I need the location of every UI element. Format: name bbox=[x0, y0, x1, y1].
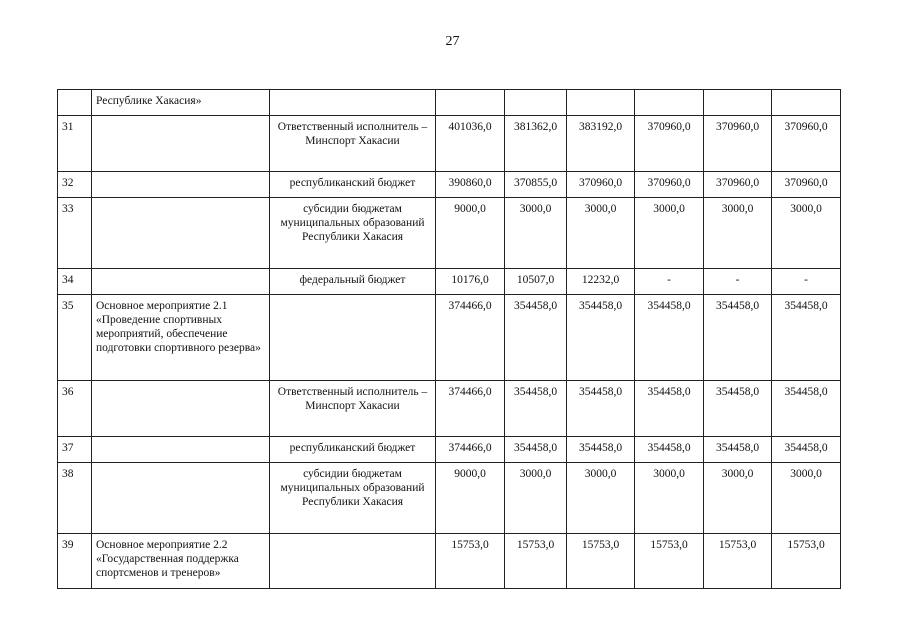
value-cell: 390860,0 bbox=[436, 172, 505, 198]
value-cell: 383192,0 bbox=[567, 116, 635, 172]
value-cell: 3000,0 bbox=[505, 198, 567, 269]
value-cell: 15753,0 bbox=[635, 534, 704, 589]
value-cell: 354458,0 bbox=[505, 295, 567, 381]
value-cell: 354458,0 bbox=[505, 437, 567, 463]
value-cell: 354458,0 bbox=[772, 295, 841, 381]
measure-name-cell: Основное мероприятие 2.1 «Проведение спортивных мероприятий, обеспечение подготовки спортивного резерва» bbox=[92, 295, 270, 381]
row-number-cell: 32 bbox=[58, 172, 92, 198]
value-cell: 354458,0 bbox=[772, 381, 841, 437]
value-cell: 354458,0 bbox=[635, 381, 704, 437]
table-row bbox=[58, 269, 841, 295]
value-cell: 354458,0 bbox=[635, 295, 704, 381]
measure-name-cell bbox=[92, 269, 270, 295]
table-row bbox=[58, 463, 841, 534]
value-cell: 3000,0 bbox=[567, 198, 635, 269]
value-cell: 370960,0 bbox=[704, 172, 772, 198]
value-cell: 370960,0 bbox=[567, 172, 635, 198]
measure-name-cell bbox=[92, 116, 270, 172]
value-cell: 354458,0 bbox=[704, 437, 772, 463]
funding-source-cell bbox=[270, 90, 436, 116]
table-row bbox=[58, 295, 841, 381]
value-cell: 15753,0 bbox=[772, 534, 841, 589]
value-cell: 10176,0 bbox=[436, 269, 505, 295]
row-number-cell: 33 bbox=[58, 198, 92, 269]
value-cell bbox=[635, 90, 704, 116]
value-cell: 354458,0 bbox=[635, 437, 704, 463]
value-cell: 370960,0 bbox=[772, 116, 841, 172]
value-cell: 374466,0 bbox=[436, 295, 505, 381]
funding-source-cell: федеральный бюджет bbox=[270, 269, 436, 295]
measure-name-cell: Основное мероприятие 2.2 «Государственная поддержка спортсменов и тренеров» bbox=[92, 534, 270, 589]
row-number-cell: 31 bbox=[58, 116, 92, 172]
table-row bbox=[58, 90, 841, 116]
value-cell: 15753,0 bbox=[704, 534, 772, 589]
funding-source-cell: республиканский бюджет bbox=[270, 437, 436, 463]
funding-source-cell: Ответственный исполнитель – Минспорт Хакасии bbox=[270, 116, 436, 172]
value-cell bbox=[772, 90, 841, 116]
row-number-cell: 34 bbox=[58, 269, 92, 295]
value-cell: 401036,0 bbox=[436, 116, 505, 172]
value-cell: 354458,0 bbox=[772, 437, 841, 463]
value-cell: 10507,0 bbox=[505, 269, 567, 295]
value-cell: 354458,0 bbox=[567, 295, 635, 381]
value-cell: 3000,0 bbox=[772, 198, 841, 269]
value-cell: 3000,0 bbox=[567, 463, 635, 534]
value-cell: 3000,0 bbox=[772, 463, 841, 534]
value-cell: 370960,0 bbox=[772, 172, 841, 198]
value-cell: 354458,0 bbox=[704, 295, 772, 381]
value-cell: 370960,0 bbox=[635, 172, 704, 198]
funding-source-cell: субсидии бюджетам муниципальных образований Республики Хакасия bbox=[270, 463, 436, 534]
funding-source-cell: Ответственный исполнитель – Минспорт Хакасии bbox=[270, 381, 436, 437]
table-row bbox=[58, 534, 841, 589]
measure-name-cell: Республике Хакасия» bbox=[92, 90, 270, 116]
budget-table bbox=[57, 89, 841, 589]
value-cell: 354458,0 bbox=[567, 381, 635, 437]
measure-name-cell bbox=[92, 172, 270, 198]
row-number-cell bbox=[58, 90, 92, 116]
row-number-cell: 36 bbox=[58, 381, 92, 437]
value-cell bbox=[505, 90, 567, 116]
value-cell: 374466,0 bbox=[436, 437, 505, 463]
value-cell: 354458,0 bbox=[505, 381, 567, 437]
measure-name-cell bbox=[92, 437, 270, 463]
value-cell: 15753,0 bbox=[505, 534, 567, 589]
value-cell: - bbox=[704, 269, 772, 295]
value-cell: 3000,0 bbox=[635, 463, 704, 534]
table-row bbox=[58, 198, 841, 269]
value-cell: 381362,0 bbox=[505, 116, 567, 172]
row-number-cell: 35 bbox=[58, 295, 92, 381]
value-cell: 370960,0 bbox=[704, 116, 772, 172]
value-cell bbox=[567, 90, 635, 116]
value-cell bbox=[436, 90, 505, 116]
value-cell: 354458,0 bbox=[704, 381, 772, 437]
value-cell: 370855,0 bbox=[505, 172, 567, 198]
measure-name-cell bbox=[92, 463, 270, 534]
value-cell: 3000,0 bbox=[635, 198, 704, 269]
value-cell: 15753,0 bbox=[436, 534, 505, 589]
measure-name-cell bbox=[92, 381, 270, 437]
table-row bbox=[58, 172, 841, 198]
value-cell: 354458,0 bbox=[567, 437, 635, 463]
table-row bbox=[58, 437, 841, 463]
funding-source-cell bbox=[270, 295, 436, 381]
row-number-cell: 37 bbox=[58, 437, 92, 463]
value-cell: 15753,0 bbox=[567, 534, 635, 589]
value-cell: 3000,0 bbox=[505, 463, 567, 534]
value-cell: 3000,0 bbox=[704, 198, 772, 269]
value-cell: 9000,0 bbox=[436, 463, 505, 534]
value-cell: 9000,0 bbox=[436, 198, 505, 269]
value-cell: 374466,0 bbox=[436, 381, 505, 437]
table-row bbox=[58, 116, 841, 172]
measure-name-cell bbox=[92, 198, 270, 269]
table-row bbox=[58, 381, 841, 437]
value-cell: 12232,0 bbox=[567, 269, 635, 295]
funding-source-cell: республиканский бюджет bbox=[270, 172, 436, 198]
row-number-cell: 38 bbox=[58, 463, 92, 534]
row-number-cell: 39 bbox=[58, 534, 92, 589]
page-number: 27 bbox=[445, 34, 460, 49]
value-cell: - bbox=[635, 269, 704, 295]
funding-source-cell bbox=[270, 534, 436, 589]
value-cell: 370960,0 bbox=[635, 116, 704, 172]
value-cell: - bbox=[772, 269, 841, 295]
funding-source-cell: субсидии бюджетам муниципальных образований Республики Хакасия bbox=[270, 198, 436, 269]
value-cell bbox=[704, 90, 772, 116]
value-cell: 3000,0 bbox=[704, 463, 772, 534]
